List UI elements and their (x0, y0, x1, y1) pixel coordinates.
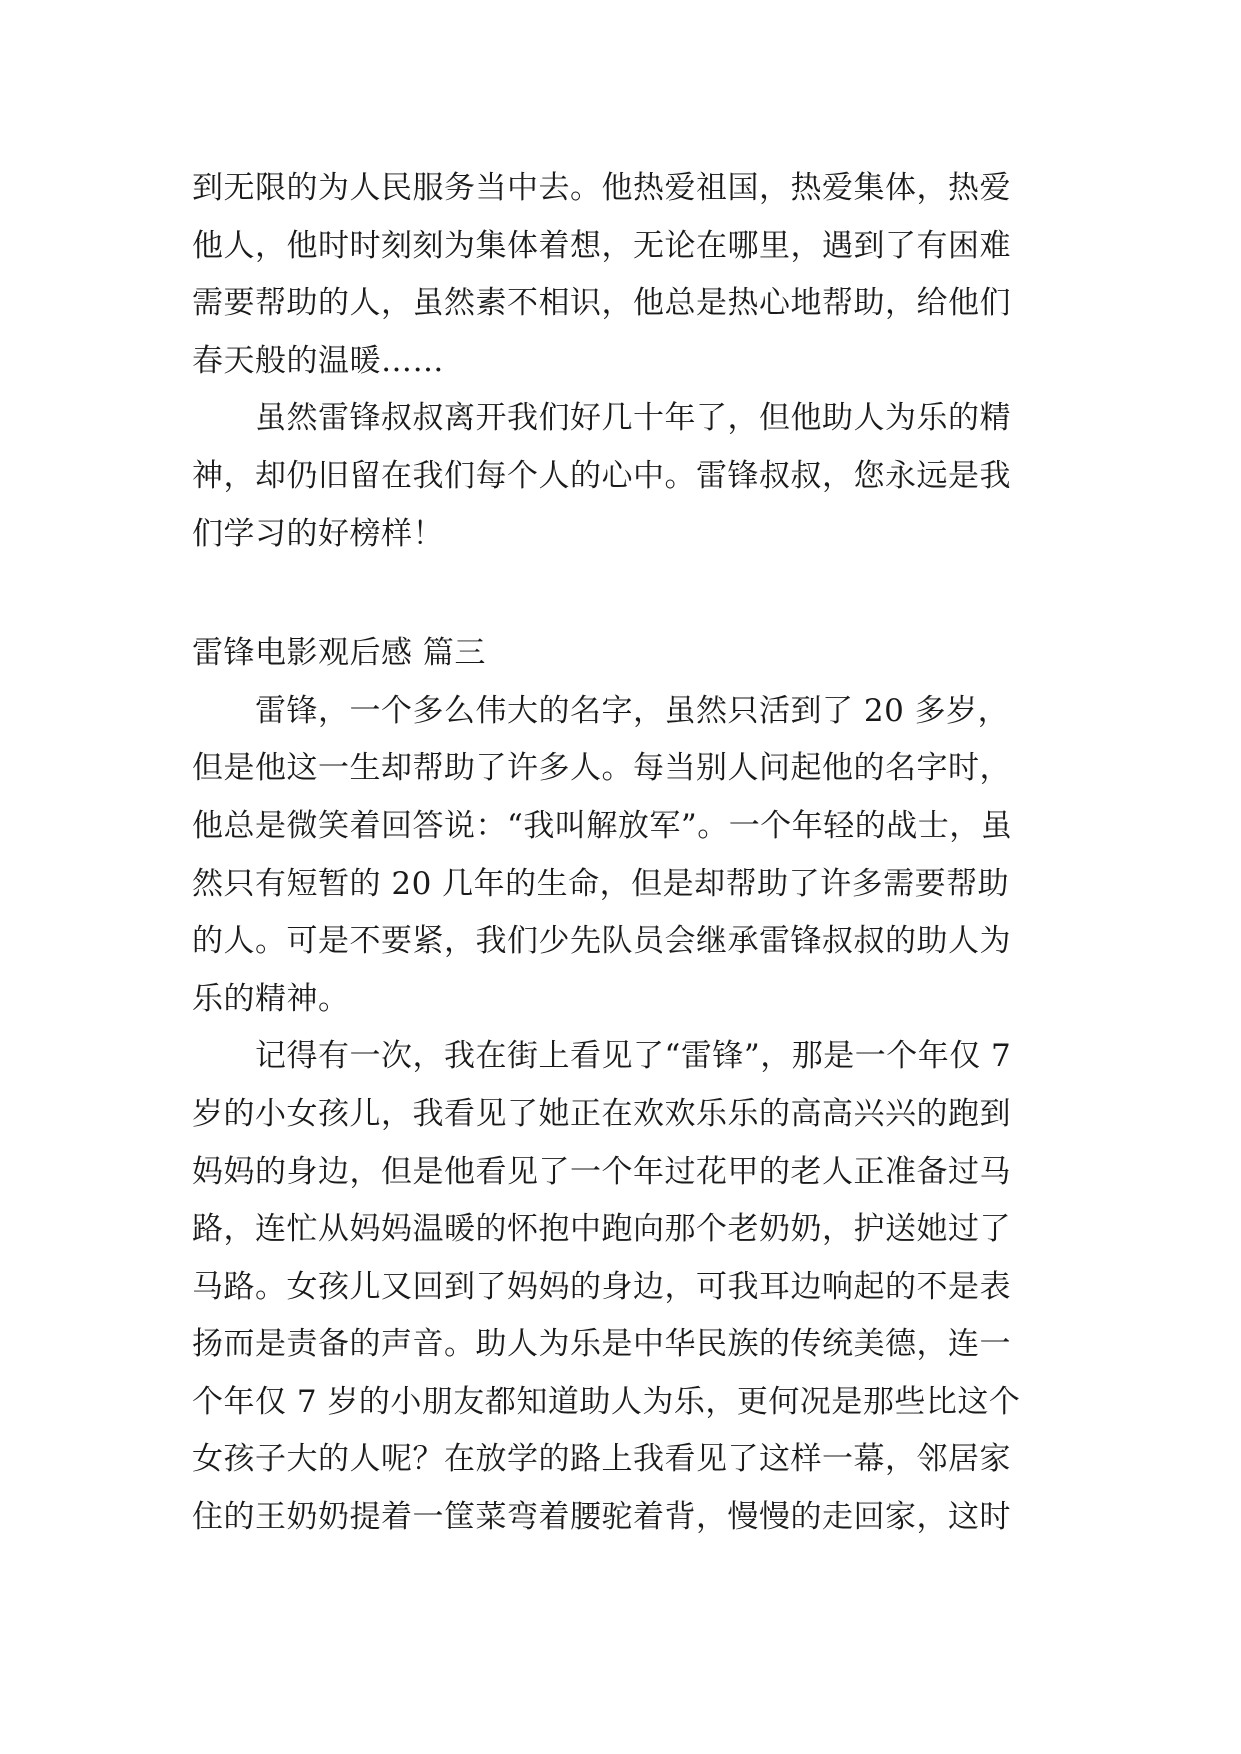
text-line: 的人。可是不要紧，我们少先队员会继承雷锋叔叔的助人为 (192, 923, 1011, 960)
text-line: 然只有短暂的 20 几年的生命，但是却帮助了许多需要帮助 (192, 865, 1010, 902)
text-line: 岁的小女孩儿，我看见了她正在欢欢乐乐的高高兴兴的跑到 (192, 1095, 1011, 1132)
text-line: 需要帮助的人，虽然素不相识，他总是热心地帮助，给他们 (192, 285, 1011, 322)
text-line: 春天般的温暖…… (192, 342, 444, 379)
text-block-top (192, 160, 1054, 1547)
text-line: 他人，他时时刻刻为集体着想，无论在哪里，遇到了有困难 (192, 227, 1011, 264)
text-line: 乐的精神。 (192, 980, 350, 1017)
text-line: 个年仅 7 岁的小朋友都知道助人为乐，更何况是那些比这个 (192, 1383, 1021, 1420)
text-line: 住的王奶奶提着一筐菜弯着腰驼着背，慢慢的走回家，这时 (192, 1499, 1011, 1536)
text-line: 雷锋，一个多么伟大的名字，虽然只活到了 20 多岁， (192, 692, 1010, 729)
text-line: 们学习的好榜样！ (192, 515, 444, 552)
text-line: 马路。女孩儿又回到了妈妈的身边，可我耳边响起的不是表 (192, 1268, 1011, 1305)
section-gap (192, 563, 1054, 625)
text-line: 神，却仍旧留在我们每个人的心中。雷锋叔叔，您永远是我 (192, 457, 1011, 494)
text-line: 妈妈的身边，但是他看见了一个年过花甲的老人正准备过马 (192, 1153, 1011, 1190)
text-line: 虽然雷锋叔叔离开我们好几十年了，但他助人为乐的精 (192, 400, 1011, 437)
text-line: 路，连忙从妈妈温暖的怀抱中跑向那个老奶奶，护送她过了 (192, 1211, 1011, 1248)
text-line: 到无限的为人民服务当中去。他热爱祖国，热爱集体，热爱 (192, 170, 1011, 206)
text-line: 但是他这一生却帮助了许多人。每当别人问起他的名字时， (192, 750, 1011, 787)
section-heading: 雷锋电影观后感 篇三 (192, 635, 486, 672)
text-line: 他总是微笑着回答说：“我叫解放军”。一个年轻的战士，虽 (192, 807, 1013, 844)
text-line: 扬而是责备的声音。助人为乐是中华民族的传统美德，连一 (192, 1326, 1011, 1363)
text-line: 记得有一次，我在街上看见了“雷锋”，那是一个年仅 7 (192, 1038, 1012, 1075)
text-line: 女孩子大的人呢？在放学的路上我看见了这样一幕，邻居家 (192, 1441, 1011, 1478)
